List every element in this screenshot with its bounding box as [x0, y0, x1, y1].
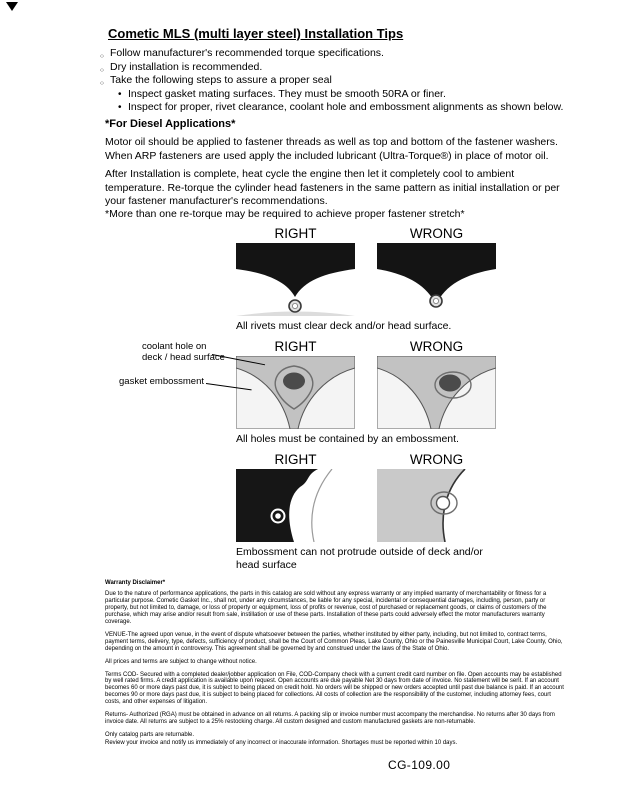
- diesel-paragraph-2: After Installation is complete, heat cycle the engine then let it completely cool to ambient temperature. Re-torque the cylinder head fasteners in the same pattern as initial installation or per your fastener manufacturer's recommendations.: [105, 168, 560, 208]
- right-label: RIGHT: [274, 452, 317, 467]
- figure-coolant-holes-caption: All holes must be contained by an embossment.: [236, 433, 459, 445]
- wrong-label: WRONG: [409, 452, 464, 467]
- right-label: RIGHT: [274, 339, 317, 354]
- right-label: RIGHT: [274, 226, 317, 241]
- figure-rivets: [236, 226, 498, 333]
- diesel-applications-heading: *For Diesel Applications*: [105, 118, 236, 130]
- coolant-hole-right-diagram: [236, 356, 355, 429]
- page-corner-mark-icon: [6, 2, 18, 11]
- list-item: • Inspect gasket mating surfaces. They must be smooth 50RA or finer.: [118, 88, 563, 102]
- legal-paragraph: Terms COD- Secured with a completed dealer/jobber application on File, COD-Company check with a current credit card number on file. Open accounts may be established by well rated firms. A credit application is available upon request. Open accounts are due payable Net 30 days from date of invoice. No statement will be sent. If an account becomes 60 or more days past due, it is subject to being placed on credit hold. No orders will be shipped or new orders accepted until past due balance is paid. If an account becomes 90 or more days past due, it is subject to being placed for collections. All costs of collection are the responsibility of the customer, including attorney fees, court costs, and other expenses of litigation.: [105, 671, 564, 706]
- figures-section: [119, 226, 498, 578]
- installation-subtips-list: [100, 88, 563, 115]
- legal-paragraph: Due to the nature of performance applications, the parts in this catalog are sold without any express warranty or any implied warranty of merchantability or fitness for a particular purpose. Cometic Gasket Inc., shall not, under any circumstances, be liable for any special, incidental or consequential damages, including, person, party or property, but not limited to, damage, or loss of property or equipment, loss of profits or revenue, cost of purchased or replacement goods, or claims of customers of the purchase, which may arise and/or result from sale, instillation or use of these parts. Installation of these parts could adversely effect the motor manufacturers warranty coverage.: [105, 590, 547, 625]
- legal-paragraph: Returns- Authorized (RGA) must be obtained in advance on all returns. A packing slip or invoice number must accompany the merchandise. No returns after 30 days from invoice date. All returns are subject to a 25% restocking charge. All custom designed and custom manufactured gaskets are non-returnable.: [105, 712, 555, 726]
- rivet-wrong-diagram: [377, 243, 496, 316]
- wrong-label: WRONG: [409, 339, 464, 354]
- warranty-disclaimer-section: [105, 580, 567, 753]
- legal-paragraph: VENUE-The agreed upon venue, in the event of dispute whatsoever between the parties, whether instituted by either party, including, but not limited to, contract terms, payment terms, delivery, type, defects, sufficiency of product, shall be the Court of Common Pleas, Lake County, Ohio or the Painesville Municipal Court, Lake County, Ohio, depending on the amount in controversy. This agreement shall be governed by and construed under the laws of the State of Ohio.: [105, 631, 563, 652]
- warranty-disclaimer-heading: Warranty Disclaimer*: [105, 580, 166, 586]
- list-item: • Inspect for proper, rivet clearance, coolant hole and embossment alignments as shown below.: [118, 101, 563, 115]
- figure-embossment-caption: Embossment can not protrude outside of deck and/or head surface: [236, 546, 483, 571]
- diesel-paragraph-1: Motor oil should be applied to fastener threads as well as top and bottom of the fastener washers. When ARP fasteners are used apply the included lubricant (Ultra-Torque®) in place of motor oil.: [105, 136, 558, 162]
- figure-rivets-caption: All rivets must clear deck and/or head surface.: [236, 320, 452, 332]
- installation-tips-list: [100, 47, 563, 115]
- coolant-hole-wrong-diagram: [377, 356, 496, 429]
- list-item: ○ Take the following steps to assure a proper seal: [100, 74, 563, 88]
- figure-embossment-protrusion: [236, 452, 498, 572]
- gasket-embossment-callout: gasket embossment: [119, 376, 205, 387]
- legal-paragraph: All prices and terms are subject to change without notice.: [105, 658, 257, 665]
- list-item: ○ Dry installation is recommended.: [100, 61, 563, 75]
- legal-paragraph: Only catalog parts are returnable.: [105, 732, 195, 739]
- page-title: Cometic MLS (multi layer steel) Installation Tips: [108, 26, 404, 41]
- list-item: ○ Follow manufacturer's recommended torque specifications.: [100, 47, 563, 61]
- embossment-right-diagram: [236, 469, 355, 542]
- coolant-hole-callout: coolant hole on deck / head surface: [142, 341, 225, 363]
- retorque-note: *More than one re-torque may be required to achieve proper fastener stretch*: [105, 208, 465, 220]
- embossment-wrong-diagram: [377, 469, 496, 542]
- rivet-right-diagram: [236, 243, 355, 316]
- legal-paragraph: Review your invoice and notify us immediately of any incorrect or inaccurate information. Shortages must be reported within 10 days.: [105, 740, 458, 747]
- document-number: CG-109.00: [388, 758, 451, 772]
- wrong-label: WRONG: [409, 226, 464, 241]
- figure-coolant-holes: [119, 339, 498, 446]
